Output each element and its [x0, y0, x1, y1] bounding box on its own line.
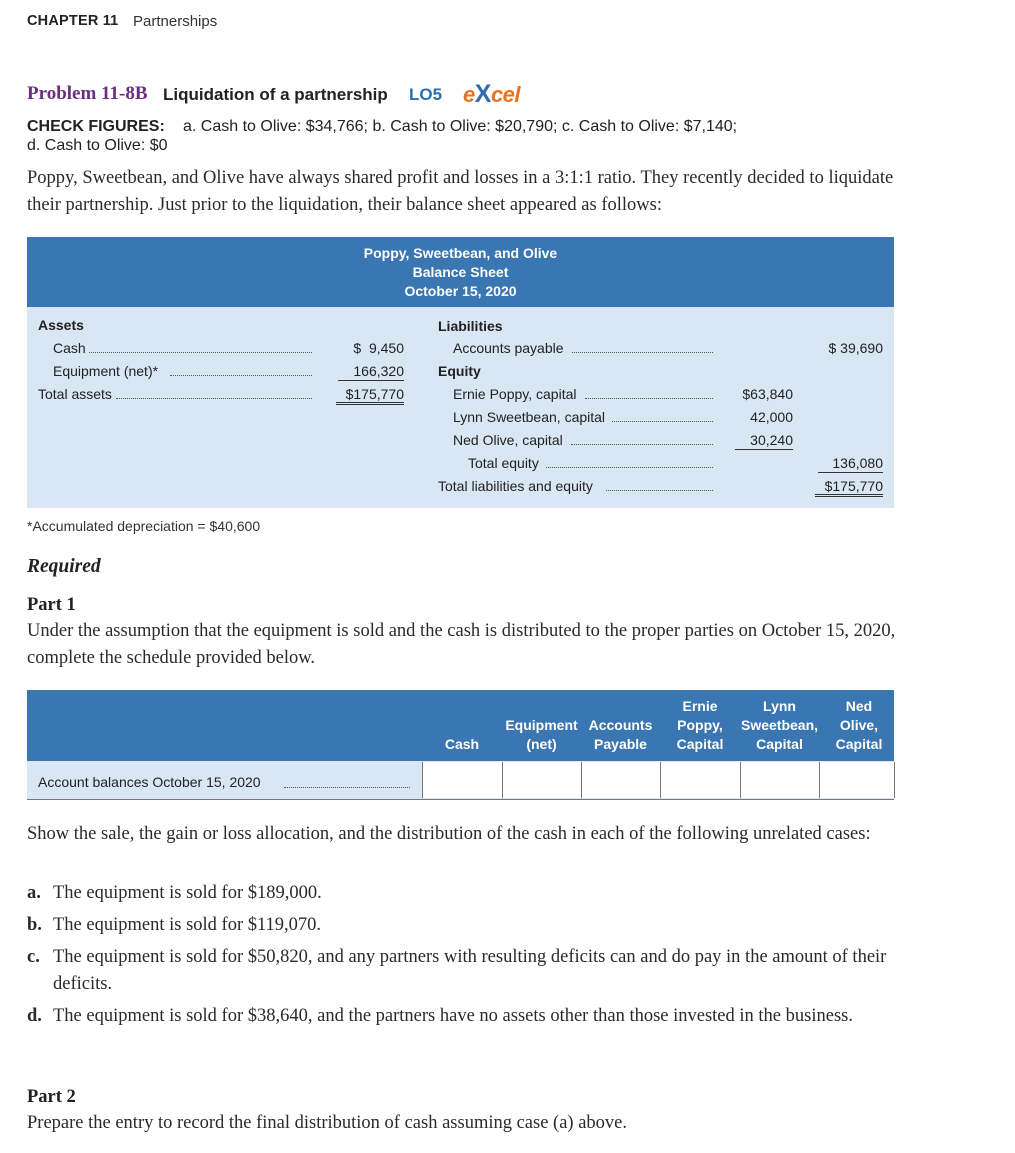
- schedule-cell-equipment[interactable]: [502, 762, 581, 798]
- schedule-col-ap-line1: Accounts: [588, 717, 653, 733]
- balance-sheet-title-date: October 15, 2020: [404, 283, 517, 299]
- cash-leader: [89, 352, 312, 353]
- schedule-col-sweetbean-capital: [736, 697, 823, 754]
- schedule-col-accounts-payable: [581, 716, 660, 754]
- case-a-letter: a.: [27, 883, 41, 903]
- part1-instructions: Under the assumption that the equipment is sold and the cash is distributed to the proper parties on October 15, 2020, complete the schedule provided below.: [27, 621, 896, 668]
- schedule-cell-olive-capital[interactable]: [819, 762, 895, 798]
- case-d-text: The equipment is sold for $38,640, and the partners have no assets other than those invested in the business.: [53, 1006, 853, 1026]
- total-assets-leader: [116, 398, 312, 399]
- sweetbean-capital-value: 42,000: [750, 409, 793, 425]
- total-equity-value: 136,080: [818, 455, 883, 473]
- schedule-col-ap-line2: Payable: [594, 736, 647, 752]
- accounts-payable-label: Accounts payable: [453, 340, 564, 356]
- schedule-col-olive-line3: Capital: [835, 736, 883, 752]
- schedule-cell-poppy-capital[interactable]: [660, 762, 740, 798]
- check-figures-label: CHECK FIGURES:: [27, 118, 165, 135]
- total-liabilities-equity-value: $175,770: [815, 478, 883, 497]
- poppy-capital-label: Ernie Poppy, capital: [453, 386, 577, 402]
- schedule-row-label: Account balances October 15, 2020: [38, 774, 261, 790]
- check-figures-line-2: d. Cash to Olive: $0: [27, 137, 168, 154]
- case-d-letter: d.: [27, 1006, 42, 1026]
- depreciation-footnote: *Accumulated depreciation = $40,600: [27, 518, 261, 534]
- part1-heading: Part 1: [27, 595, 76, 615]
- schedule-col-sweetbean-line2: Sweetbean,: [740, 717, 819, 733]
- schedule-col-poppy-line3: Capital: [676, 736, 724, 752]
- part2-instructions: Prepare the entry to record the final distribution of cash assuming case (a) above.: [27, 1113, 628, 1133]
- excel-logo-icon: [463, 80, 520, 109]
- cash-label: Cash: [53, 340, 86, 356]
- chapter-title: Partnerships: [133, 13, 218, 30]
- case-c-text: The equipment is sold for $50,820, and any partners with resulting deficits can and do pay in the amount of their deficits.: [53, 947, 887, 994]
- case-c-letter: c.: [27, 947, 40, 967]
- case-a-text: The equipment is sold for $189,000.: [53, 883, 322, 903]
- liabilities-heading: Liabilities: [438, 318, 503, 334]
- equipment-label: Equipment (net)*: [53, 363, 159, 379]
- schedule-cell-sweetbean-capital[interactable]: [740, 762, 819, 798]
- equity-heading: Equity: [438, 363, 481, 379]
- total-assets-label: Total assets: [38, 386, 112, 402]
- schedule-col-sweetbean-line3: Capital: [756, 736, 803, 752]
- poppy-capital-value: $63,840: [742, 386, 793, 402]
- schedule-col-olive-capital: [820, 697, 898, 754]
- excel-logo-x: X: [474, 80, 491, 108]
- total-equity-leader: [546, 467, 713, 468]
- case-b-text: The equipment is sold for $119,070.: [53, 915, 322, 935]
- accounts-payable-leader: [572, 352, 713, 353]
- schedule-col-sweetbean-line1: Lynn: [763, 698, 796, 714]
- schedule-col-cash-line1: Cash: [444, 736, 480, 752]
- olive-capital-leader: [571, 444, 713, 445]
- schedule-col-olive-line1: Ned: [845, 698, 873, 714]
- excel-logo-rest: cel: [490, 82, 521, 107]
- schedule-col-equipment-line1: Equipment: [505, 717, 578, 733]
- chapter-number: CHAPTER 11: [27, 13, 119, 29]
- cash-value: $ 9,450: [353, 340, 404, 356]
- olive-capital-label: Ned Olive, capital: [453, 432, 563, 448]
- olive-capital-value: 30,240: [735, 432, 793, 450]
- excel-logo-e: e: [463, 82, 475, 107]
- schedule-row-leader: [284, 787, 410, 788]
- cases-intro: Show the sale, the gain or loss allocation, and the distribution of the cash in each of the following unrelated cases:: [27, 824, 871, 844]
- schedule-col-poppy-line1: Ernie: [682, 698, 718, 714]
- schedule-col-equipment: [502, 716, 581, 754]
- required-heading: Required: [27, 556, 101, 577]
- schedule-col-equipment-line2: (net): [526, 736, 557, 752]
- balance-sheet-title-company: Poppy, Sweetbean, and Olive: [363, 245, 558, 261]
- assets-heading: Assets: [38, 317, 84, 333]
- case-b-letter: b.: [27, 915, 42, 935]
- schedule-col-poppy-line2: Poppy,: [677, 717, 723, 733]
- problem-intro: Poppy, Sweetbean, and Olive have always shared profit and losses in a 3:1:1 ratio. They recently decided to liquidate their partnership. Just prior to the liquidation, their balance sheet appeared as follows:: [27, 168, 894, 215]
- problem-number: Problem 11-8B: [27, 83, 148, 104]
- schedule-cell-accounts-payable[interactable]: [581, 762, 660, 798]
- learning-objective-tag: LO5: [409, 85, 443, 104]
- schedule-col-cash: [422, 735, 502, 754]
- accounts-payable-value: $ 39,690: [828, 340, 883, 356]
- schedule-col-poppy-capital: [660, 697, 740, 754]
- total-liabilities-equity-label: Total liabilities and equity: [438, 478, 593, 494]
- part2-heading: Part 2: [27, 1087, 76, 1107]
- sweetbean-capital-label: Lynn Sweetbean, capital: [453, 409, 606, 425]
- balance-sheet-title-statement: Balance Sheet: [412, 264, 509, 280]
- equipment-value: 166,320: [338, 363, 404, 381]
- schedule-col-olive-line2: Olive,: [839, 717, 879, 733]
- total-equity-label: Total equity: [468, 455, 539, 471]
- total-assets-value: $175,770: [336, 386, 404, 405]
- sweetbean-capital-leader: [612, 421, 713, 422]
- poppy-capital-leader: [585, 398, 713, 399]
- schedule-cell-cash[interactable]: [422, 762, 502, 798]
- problem-title: Liquidation of a partnership: [163, 85, 388, 104]
- equipment-leader: [170, 375, 312, 376]
- check-figures-line-1: a. Cash to Olive: $34,766; b. Cash to Olive: $20,790; c. Cash to Olive: $7,140;: [183, 118, 738, 135]
- total-liabilities-equity-leader: [606, 490, 713, 491]
